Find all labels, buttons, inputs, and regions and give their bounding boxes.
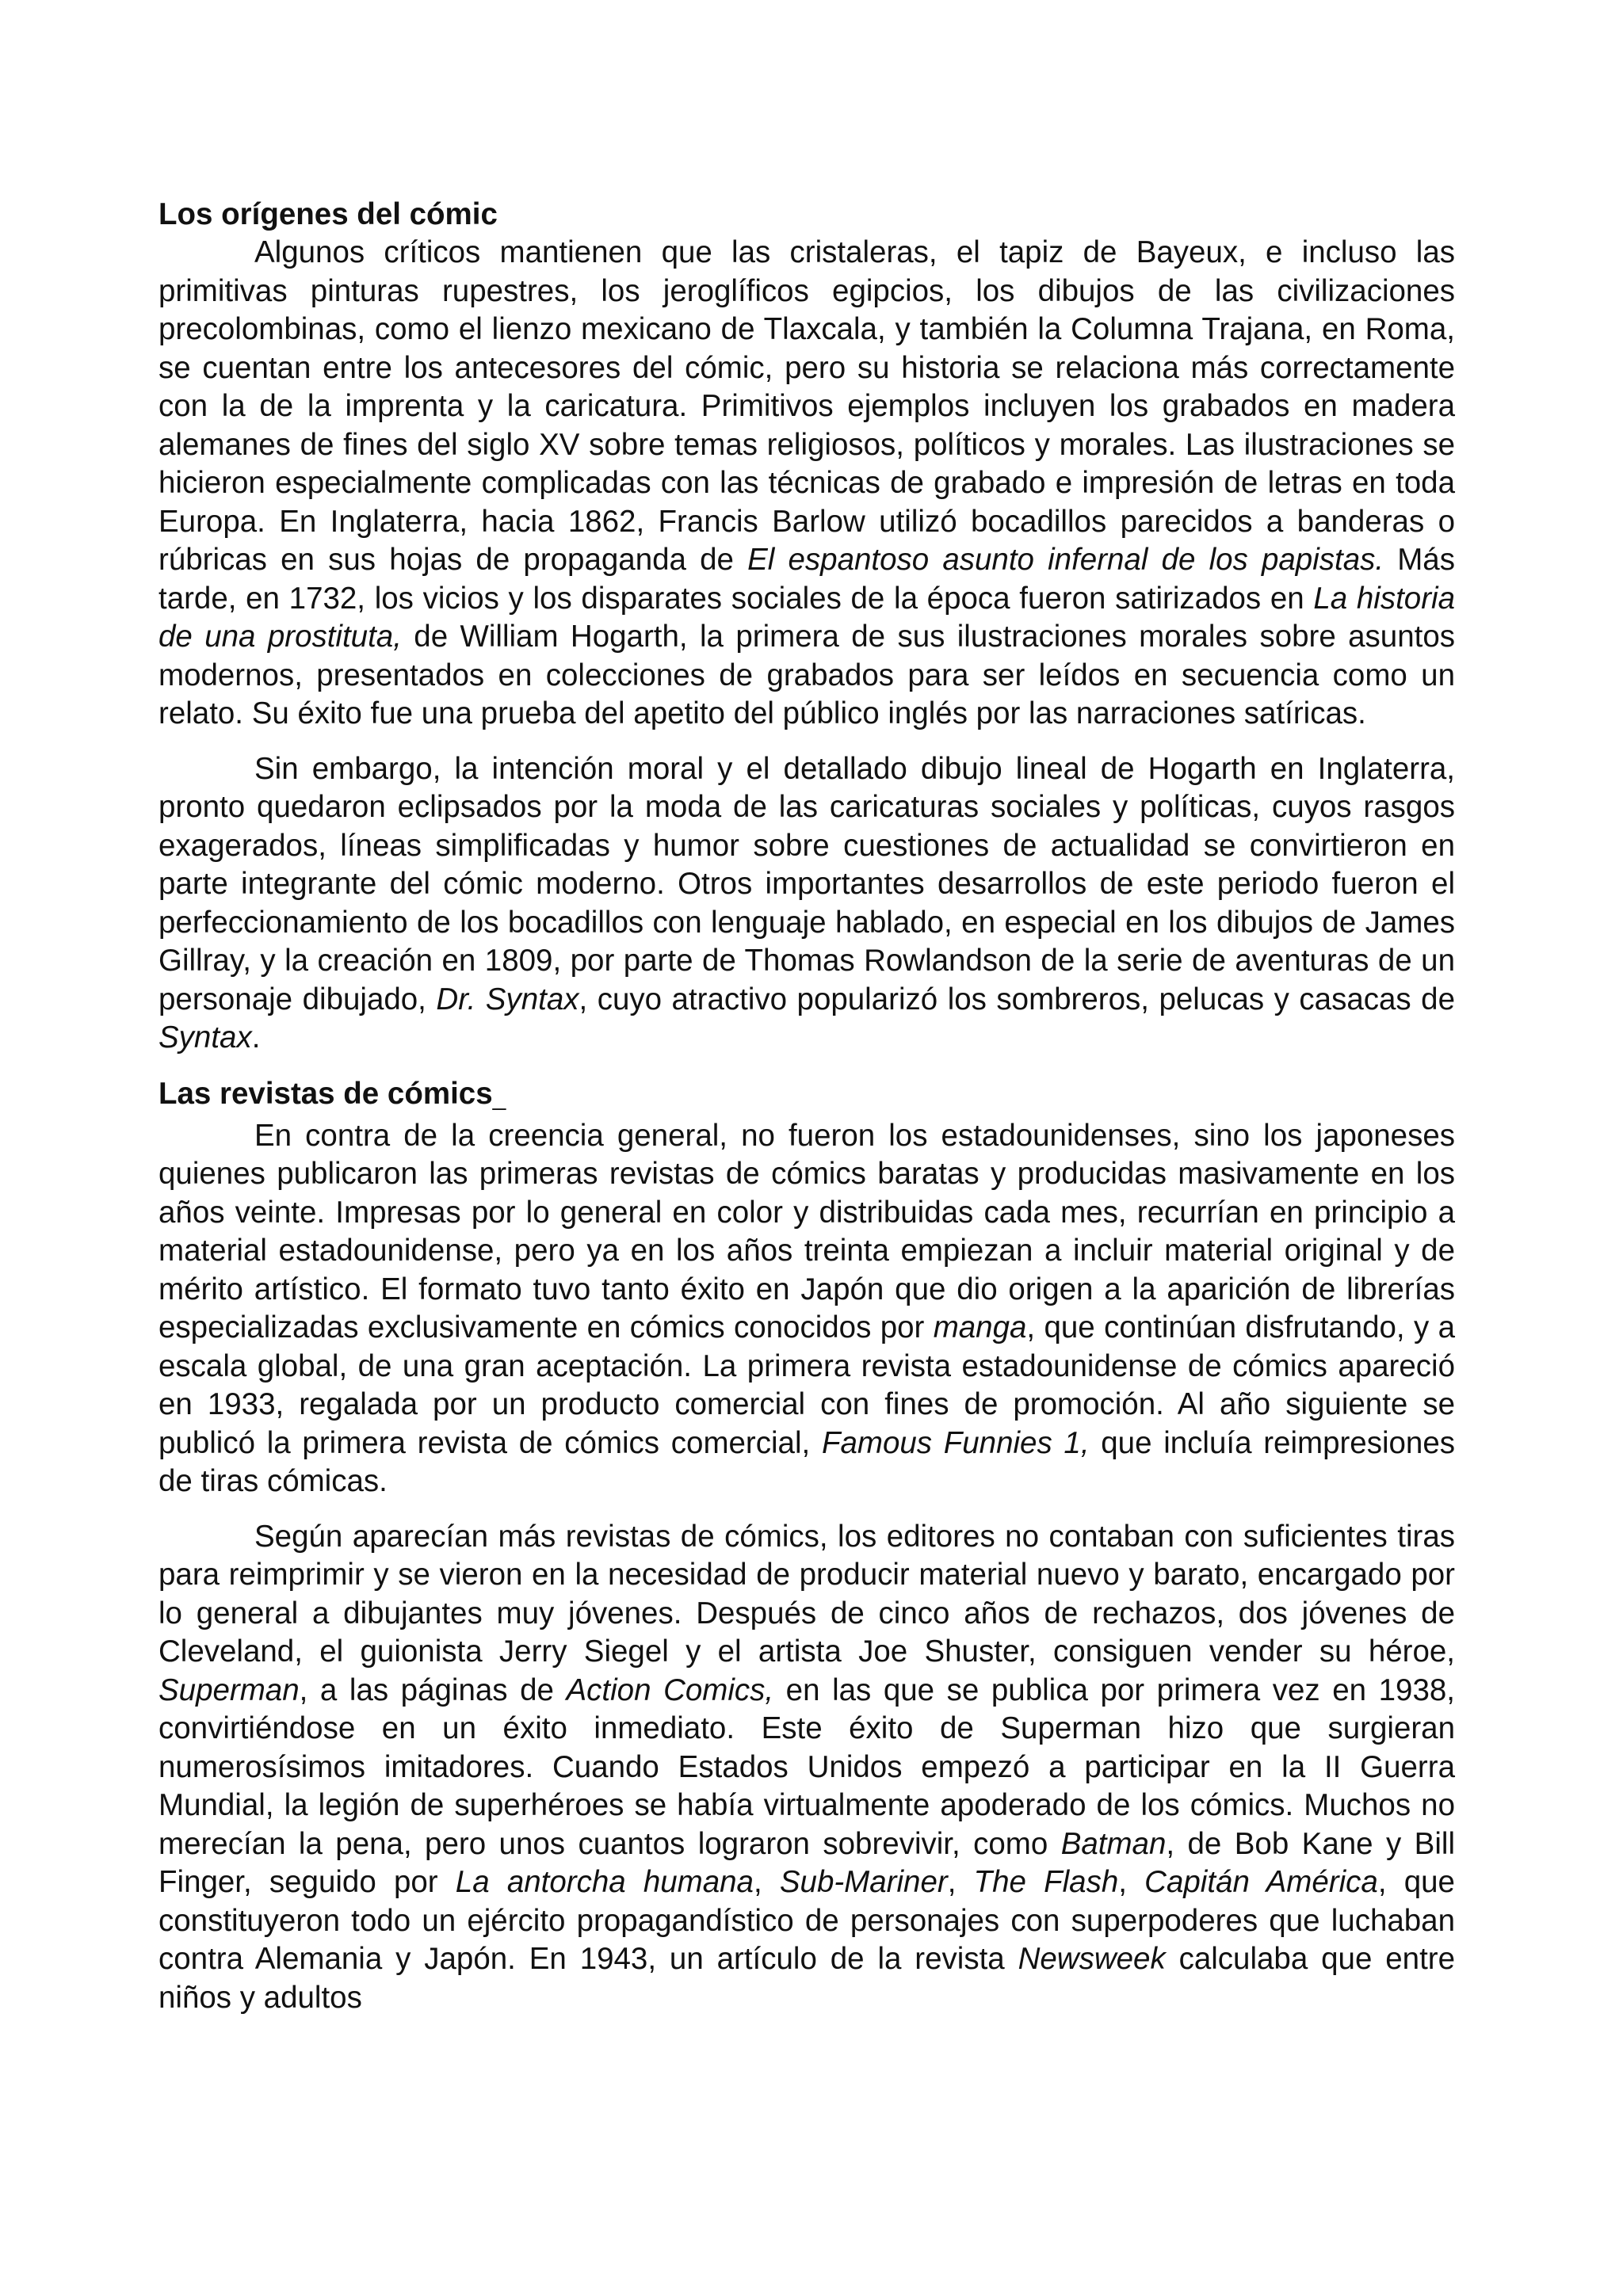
italic-title-text: Famous Funnies 1, [821,1425,1090,1460]
paragraph-text: calculaba que entre niños y adultos [158,1942,1455,2015]
italic-title-text: Sub-Mariner [779,1865,948,1899]
paragraph-text: que incluía reimpresiones de tiras cómicas. [158,1425,1455,1498]
text-cursor: _ [492,1084,506,1111]
paragraph-text: , a las páginas de [299,1672,567,1707]
italic-title-text: Action Comics, [566,1672,774,1707]
paragraph-text: en las que se publica por primera vez en 1938, convirtiéndose en un éxito inmediato. Este éxito de Superman hizo que surgieran numerosísimos imitadores. Cuando Estados Unidos empezó a participar en la II Guerra Mundial, la legión de superhéroes se había virtualmente apoderado de los cómics. Muchos no merecían la pena, pero unos cuantos lograron sobrevivir, como [158,1672,1455,1861]
italic-title-text: The Flash [973,1865,1119,1899]
paragraph-text: , cuyo atractivo popularizó los sombreros, pelucas y casacas de [579,982,1456,1016]
italic-title-text: La historia de una prostituta, [158,581,1456,654]
paragraph-text: , que continúan disfrutando, y a escala global, de una gran aceptación. La primera revista estadounidense de cómics apareció en 1933, regalada por un producto comercial con fines de promoción. Al año siguiente se publicó la primera revista de cómics comercial, [158,1310,1455,1460]
paragraph-text: de William Hogarth, la primera de sus ilustraciones morales sobre asuntos modernos, presentados en colecciones de grabados para ser leídos en secuencia como un relato. Su éxito fue una prueba del apetito del público inglés por las narraciones satíricas. [158,620,1455,730]
paragraph-text: , que constituyeron todo un ejército propagandístico de personajes con superpoderes que luchaban contra Alemania y Japón. En 1943, un artículo de la revista [158,1865,1455,1976]
paragraph-origins-1 [158,234,1455,734]
italic-title-text: La antorcha humana [455,1865,754,1899]
paragraph-text: En contra de la creencia general, no fueron los estadounidenses, sino los japoneses quienes publicaron las primeras revistas de cómics baratas y producidas masivamente en los años veinte. Impresas por lo general en color y distribuidas cada mes, recurrían en principio a material estadounidense, pero ya en los años treinta empiezan a incluir material original y de mérito artístico. El formato tuvo tanto éxito en Japón que dio origen a la aparición de librerías especializadas exclusivamente en cómics conocidos por [158,1118,1455,1344]
italic-title-text: manga [933,1310,1027,1344]
paragraph-text: Algunos críticos mantienen que las cristaleras, el tapiz de Bayeux, e incluso las primitivas pinturas rupestres, los jeroglíficos egipcios, los dibujos de las civilizaciones precolombinas, como el lienzo mexicano de Tlaxcala, y también la Columna Trajana, en Roma, se cuentan entre los antecesores del cómic, pero su historia se relaciona más correctamente con la de la imprenta y la caricatura. Primitivos ejemplos incluyen los grabados en madera alemanes de fines del siglo XV sobre temas religiosos, políticos y morales. Las ilustraciones se hicieron especialmente complicadas con las técnicas de grabado e impresión de letras en toda Europa. En Inglaterra, hacia 1862, Francis Barlow utilizó bocadillos parecidos a banderas o rúbricas en sus hojas de propaganda de [158,235,1455,577]
italic-title-text: Dr. Syntax [436,982,579,1016]
paragraph-text: Según aparecían más revistas de cómics, los editores no contaban con suficientes tiras para reimprimir y se vieron en la necesidad de producir material nuevo y barato, encargado por lo general a dibujantes muy jóvenes. Después de cinco años de rechazos, dos jóvenes de Cleveland, el guionista Jerry Siegel y el artista Joe Shuster, consiguen vender su héroe, [158,1519,1455,1669]
paragraph-text: , [1118,1865,1145,1899]
section-heading-origins [158,195,1455,234]
italic-title-text: El espantoso asunto infernal de los papistas. [747,543,1384,577]
italic-title-text: Capitán América [1144,1865,1378,1899]
document-page [158,195,1455,2017]
italic-title-text: Syntax [158,1020,252,1055]
section-heading-comic-magazines [158,1074,1455,1117]
paragraph-text: , [753,1865,780,1899]
paragraph-text: , [947,1865,974,1899]
paragraph-text: . [251,1020,261,1055]
section-heading-text: Los orígenes del cómic [158,197,498,231]
section-heading-text: Las revistas de cómics [158,1076,493,1111]
paragraph-text: Más tarde, en 1732, los vicios y los disparates sociales de la época fueron satirizados en [158,543,1455,616]
paragraph-magazines-2 [158,1518,1455,2018]
italic-title-text: Superman [158,1672,300,1707]
paragraph-text: Sin embargo, la intención moral y el detallado dibujo lineal de Hogarth en Inglaterra, pronto quedaron eclipsados por la moda de las caricaturas sociales y políticas, cuyos rasgos exagerados, líneas simplificadas y humor sobre cuestiones de actualidad se convirtieron en parte integrante del cómic moderno. Otros importantes desarrollos de este periodo fueron el perfeccionamiento de los bocadillos con lenguaje hablado, en especial en los dibujos de James Gillray, y la creación en 1809, por parte de Thomas Rowlandson de la serie de aventuras de un personaje dibujado, [158,751,1455,1016]
paragraph-magazines-1 [158,1117,1455,1501]
italic-title-text: Newsweek [1018,1942,1166,1976]
italic-title-text: Batman [1060,1826,1167,1861]
paragraph-text: , de Bob Kane y Bill Finger, seguido por [158,1826,1456,1899]
paragraph-origins-2 [158,750,1455,1058]
